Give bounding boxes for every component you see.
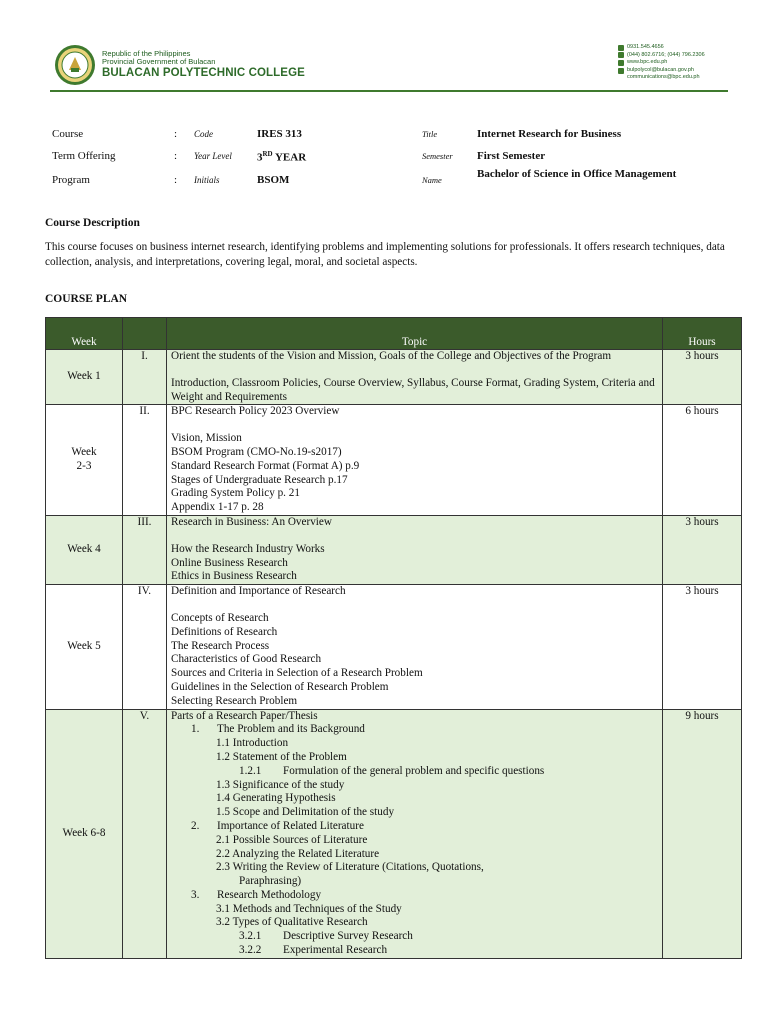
contact-email-1: bulpolycol@bulacan.gov.ph: [627, 66, 694, 73]
outline-item: [171, 792, 658, 806]
outline-item: [171, 861, 658, 875]
info-row-course: [52, 128, 728, 150]
year-level: [257, 150, 306, 164]
document-header: [52, 40, 728, 92]
topic-line: Online Business Research: [171, 556, 288, 569]
outline-item: [171, 806, 658, 820]
code-label: Code: [194, 129, 213, 139]
outline-item: [171, 944, 658, 958]
week-cell: Week 1: [46, 350, 123, 405]
contact-website: www.bpc.edu.ph: [627, 59, 668, 66]
contact-mobile: 0931.545.4656: [627, 44, 664, 50]
topic-line: Ethics in Business Research: [171, 570, 297, 583]
program-initials: BSOM: [257, 174, 290, 186]
outline-text: Descriptive Survey Research: [283, 930, 413, 943]
unit-number: V.: [123, 709, 167, 958]
topic-cell: [167, 709, 663, 958]
semester-label: Semester: [422, 151, 453, 161]
outline-text: 1.1 Introduction: [216, 737, 289, 750]
unit-number: IV.: [123, 585, 167, 709]
topic-spacer: [171, 530, 658, 543]
topic-line: Selecting Research Problem: [171, 694, 298, 707]
topic-line: Guidelines in the Selection of Research Problem: [171, 680, 389, 693]
header-republic: Republic of the Philippines: [102, 49, 191, 58]
outline-item: [171, 848, 658, 862]
topic-spacer: [171, 599, 658, 612]
table-row: [46, 350, 742, 405]
title-label: Title: [422, 129, 438, 139]
telephone-icon: [618, 52, 624, 58]
col-week: Week: [46, 318, 123, 350]
web-icon: [618, 60, 624, 66]
outline-number: 3.2.2: [239, 944, 262, 957]
outline-item: [171, 916, 658, 930]
outline-number: 2.: [191, 819, 200, 832]
info-row-program: [52, 168, 728, 196]
topic-line: BSOM Program (CMO-No.19-s2017): [171, 445, 342, 458]
hours-cell: 6 hours: [663, 405, 742, 516]
topic-line: Standard Research Format (Format A) p.9: [171, 459, 360, 472]
course-plan-table: [45, 317, 742, 959]
course-title: Internet Research for Business: [477, 128, 622, 140]
outline-item: [171, 834, 658, 848]
topic-line: Introduction, Classroom Policies, Course Overview, Syllabus, Course Format, Grading System, Criteria and Weight and Requirements: [171, 376, 655, 403]
topic-line: Research in Business: An Overview: [171, 515, 332, 528]
program-label: Program: [52, 174, 90, 186]
outline-text: Research Methodology: [217, 888, 322, 901]
week-cell: Week 5: [46, 585, 123, 709]
table-row: [46, 405, 742, 516]
table-header-row: [46, 318, 742, 350]
outline-item: [171, 875, 658, 889]
colon: :: [174, 174, 178, 186]
outline-text: Importance of Related Literature: [217, 819, 364, 832]
hours-cell: 3 hours: [663, 515, 742, 584]
outline-item: [171, 723, 658, 737]
col-number: [123, 318, 167, 350]
week-cell: Week 2-3: [46, 405, 123, 516]
course-label: Course: [52, 128, 84, 140]
topic-line: Characteristics of Good Research: [171, 653, 322, 666]
semester: First Semester: [477, 150, 546, 162]
unit-number: II.: [123, 405, 167, 516]
table-row: [46, 709, 742, 958]
course-plan-heading: COURSE PLAN: [45, 293, 128, 305]
topic-cell: [167, 515, 663, 584]
course-plan-body: [46, 350, 742, 959]
topic-line: Appendix 1-17 p. 28: [171, 501, 264, 514]
topic-line: How the Research Industry Works: [171, 542, 325, 555]
topic-line: Sources and Criteria in Selection of a Research Problem: [171, 667, 423, 680]
outline-text: Formulation of the general problem and specific questions: [283, 764, 545, 777]
outline-item: [171, 903, 658, 917]
topic-line: Concepts of Research: [171, 611, 269, 624]
outline-item: [171, 737, 658, 751]
topic-line: Stages of Undergraduate Research p.17: [171, 473, 348, 486]
college-seal-logo: [54, 44, 96, 86]
col-hours: Hours: [663, 318, 742, 350]
course-description-heading: Course Description: [45, 217, 140, 229]
colon: :: [174, 128, 178, 140]
hours-cell: 3 hours: [663, 585, 742, 709]
outline-item: [171, 765, 658, 779]
outline-text: 2.1 Possible Sources of Literature: [216, 833, 368, 846]
topic-line: BPC Research Policy 2023 Overview: [171, 405, 340, 418]
topic-line: Definitions of Research: [171, 625, 278, 638]
phone-icon: [618, 45, 624, 51]
outline-text: 2.2 Analyzing the Related Literature: [216, 847, 380, 860]
term-label: Term Offering: [52, 150, 116, 162]
year-word: YEAR: [272, 151, 307, 164]
college-name: BULACAN POLYTECHNIC COLLEGE: [102, 67, 305, 79]
topic-cell: [167, 585, 663, 709]
col-topic: Topic: [167, 318, 663, 350]
hours-cell: 3 hours: [663, 350, 742, 405]
course-code: IRES 313: [257, 128, 302, 140]
topic-line: Orient the students of the Vision and Mission, Goals of the College and Objectives of the Program: [171, 350, 612, 362]
topic-title: Parts of a Research Paper/Thesis: [171, 709, 318, 722]
outline-text: 1.4 Generating Hypothesis: [216, 792, 336, 805]
outline-number: 1.: [191, 723, 200, 736]
week-cell: Week 6-8: [46, 709, 123, 958]
table-row: [46, 515, 742, 584]
contact-landline: (044) 802.6716; (044) 796.2306: [627, 51, 705, 58]
outline-text: Experimental Research: [283, 944, 388, 957]
header-divider: [50, 90, 728, 92]
topic-line: Definition and Importance of Research: [171, 585, 346, 598]
contact-block: [618, 44, 705, 82]
topic-line: The Research Process: [171, 639, 270, 652]
outline-text: 1.3 Significance of the study: [216, 778, 345, 791]
name-label: Name: [422, 175, 442, 185]
outline-item: [171, 779, 658, 793]
year-suffix: RD: [262, 150, 273, 158]
outline-text: The Problem and its Background: [217, 723, 365, 736]
week-cell: Week 4: [46, 515, 123, 584]
colon: :: [174, 150, 178, 162]
initials-label: Initials: [194, 175, 220, 185]
hours-cell: 9 hours: [663, 709, 742, 958]
unit-number: I.: [123, 350, 167, 405]
outline-item: [171, 820, 658, 834]
outline-item: [171, 889, 658, 903]
outline-item: [171, 930, 658, 944]
outline-text: 2.3 Writing the Review of Literature (Citations, Quotations,: [216, 861, 484, 874]
topic-line: Vision, Mission: [171, 432, 242, 445]
unit-number: III.: [123, 515, 167, 584]
course-description-text: This course focuses on business internet research, identifying problems and implementing solutions for professionals. It offers research techniques, data collection, analysis, and interpretations, covering legal, moral, and societal aspects.: [45, 241, 725, 268]
table-row: [46, 585, 742, 709]
outline-number: 3.2.1: [239, 930, 262, 943]
email-icon: [618, 68, 624, 74]
year-number: 3: [257, 151, 263, 164]
outline-item: [171, 751, 658, 765]
header-province: Provincial Government of Bulacan: [102, 57, 216, 66]
topic-cell: [167, 350, 663, 405]
outline-text: 3.1 Methods and Techniques of the Study: [216, 902, 402, 915]
outline-text: 1.5 Scope and Delimitation of the study: [216, 806, 395, 819]
contact-email-2: communications@bpc.edu.ph: [627, 74, 700, 81]
outline-text: Paraphrasing): [239, 875, 302, 888]
year-level-label: Year Level: [194, 151, 232, 161]
outline-text: 3.2 Types of Qualitative Research: [216, 916, 368, 929]
topic-spacer: [171, 364, 658, 377]
outline-number: 3.: [191, 888, 200, 901]
program-name: Bachelor of Science in Office Management: [477, 168, 677, 180]
outline-text: 1.2 Statement of the Problem: [216, 750, 347, 763]
topic-cell: [167, 405, 663, 516]
topic-spacer: [171, 419, 658, 432]
topic-line: Grading System Policy p. 21: [171, 487, 300, 500]
outline-number: 1.2.1: [239, 764, 262, 777]
